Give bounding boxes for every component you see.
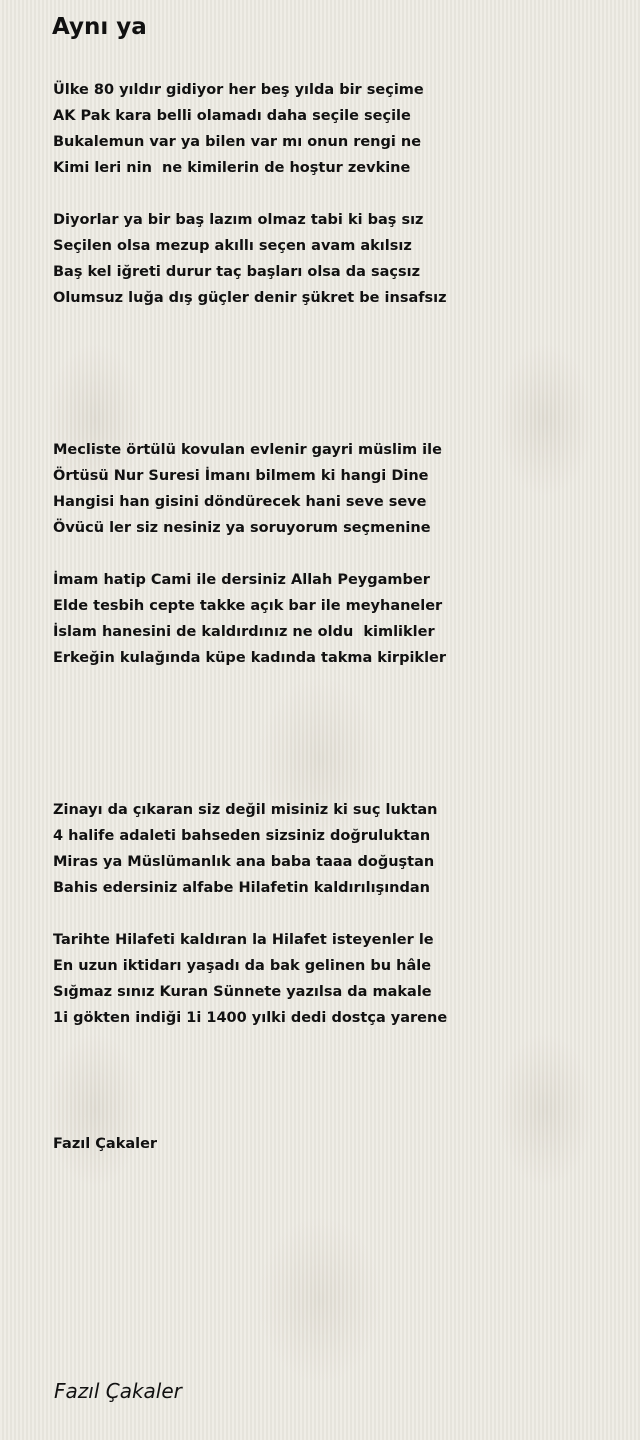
stanza-3 — [53, 437, 442, 541]
poem-line: Baş kel iğreti durur taç başları olsa da saçsız — [53, 264, 421, 280]
poem-line: Hangisi han gisini döndürecek hani seve seve — [53, 494, 427, 510]
poem-line: İmam hatip Cami ile dersiniz Allah Peygamber — [53, 572, 430, 588]
stanza-1 — [53, 77, 424, 181]
poem-line: En uzun iktidarı yaşadı da bak gelinen bu hâle — [53, 958, 432, 974]
stanza-6 — [53, 927, 447, 1031]
poem-line: Övücü ler siz nesiniz ya soruyorum seçmenine — [53, 520, 431, 536]
poem-line: Ülke 80 yıldır gidiyor her beş yılda bir seçime — [53, 82, 424, 98]
poem-title: Aynı ya — [52, 14, 147, 40]
poem-line: Bukalemun var ya bilen var mı onun rengi ne — [53, 134, 422, 150]
stanza-2 — [53, 207, 447, 311]
poem-author: Fazıl Çakaler — [53, 1136, 158, 1152]
poem-line: 4 halife adaleti bahseden sizsiniz doğruluktan — [53, 828, 431, 844]
poem-line: Miras ya Müslümanlık ana baba taaa doğuştan — [53, 854, 435, 870]
stanza-4 — [53, 567, 446, 671]
poem-line: 1i gökten indiği 1i 1400 yılki dedi dostça yarene — [53, 1010, 448, 1026]
poem-line: Erkeğin kulağında küpe kadında takma kirpikler — [53, 650, 447, 666]
stanza-5 — [53, 797, 438, 901]
poem-line: Mecliste örtülü kovulan evlenir gayri müslim ile — [53, 442, 442, 458]
poem-line: Diyorlar ya bir baş lazım olmaz tabi ki baş sız — [53, 212, 424, 228]
poem-line: Zinayı da çıkaran siz değil misiniz ki suç luktan — [53, 802, 438, 818]
poem-line: Olumsuz luğa dış güçler denir şükret be insafsız — [53, 290, 447, 306]
author-signature: Fazıl Çakaler — [54, 1379, 182, 1403]
poem-line: Tarihte Hilafeti kaldıran la Hilafet isteyenler le — [53, 932, 434, 948]
poem-line: Örtüsü Nur Suresi İmanı bilmem ki hangi Dine — [53, 468, 429, 484]
poem-line: Seçilen olsa mezup akıllı seçen avam akılsız — [53, 238, 412, 254]
poem-line: AK Pak kara belli olamadı daha seçile seçile — [53, 108, 411, 124]
poem-line: İslam hanesini de kaldırdınız ne oldu kimlikler — [53, 624, 435, 640]
poem-line: Sığmaz sınız Kuran Sünnete yazılsa da makale — [53, 984, 432, 1000]
poem-line: Kimi leri nin ne kimilerin de hoştur zevkine — [53, 160, 411, 176]
poem-line: Elde tesbih cepte takke açık bar ile meyhaneler — [53, 598, 443, 614]
poem-line: Bahis edersiniz alfabe Hilafetin kaldırılışından — [53, 880, 430, 896]
